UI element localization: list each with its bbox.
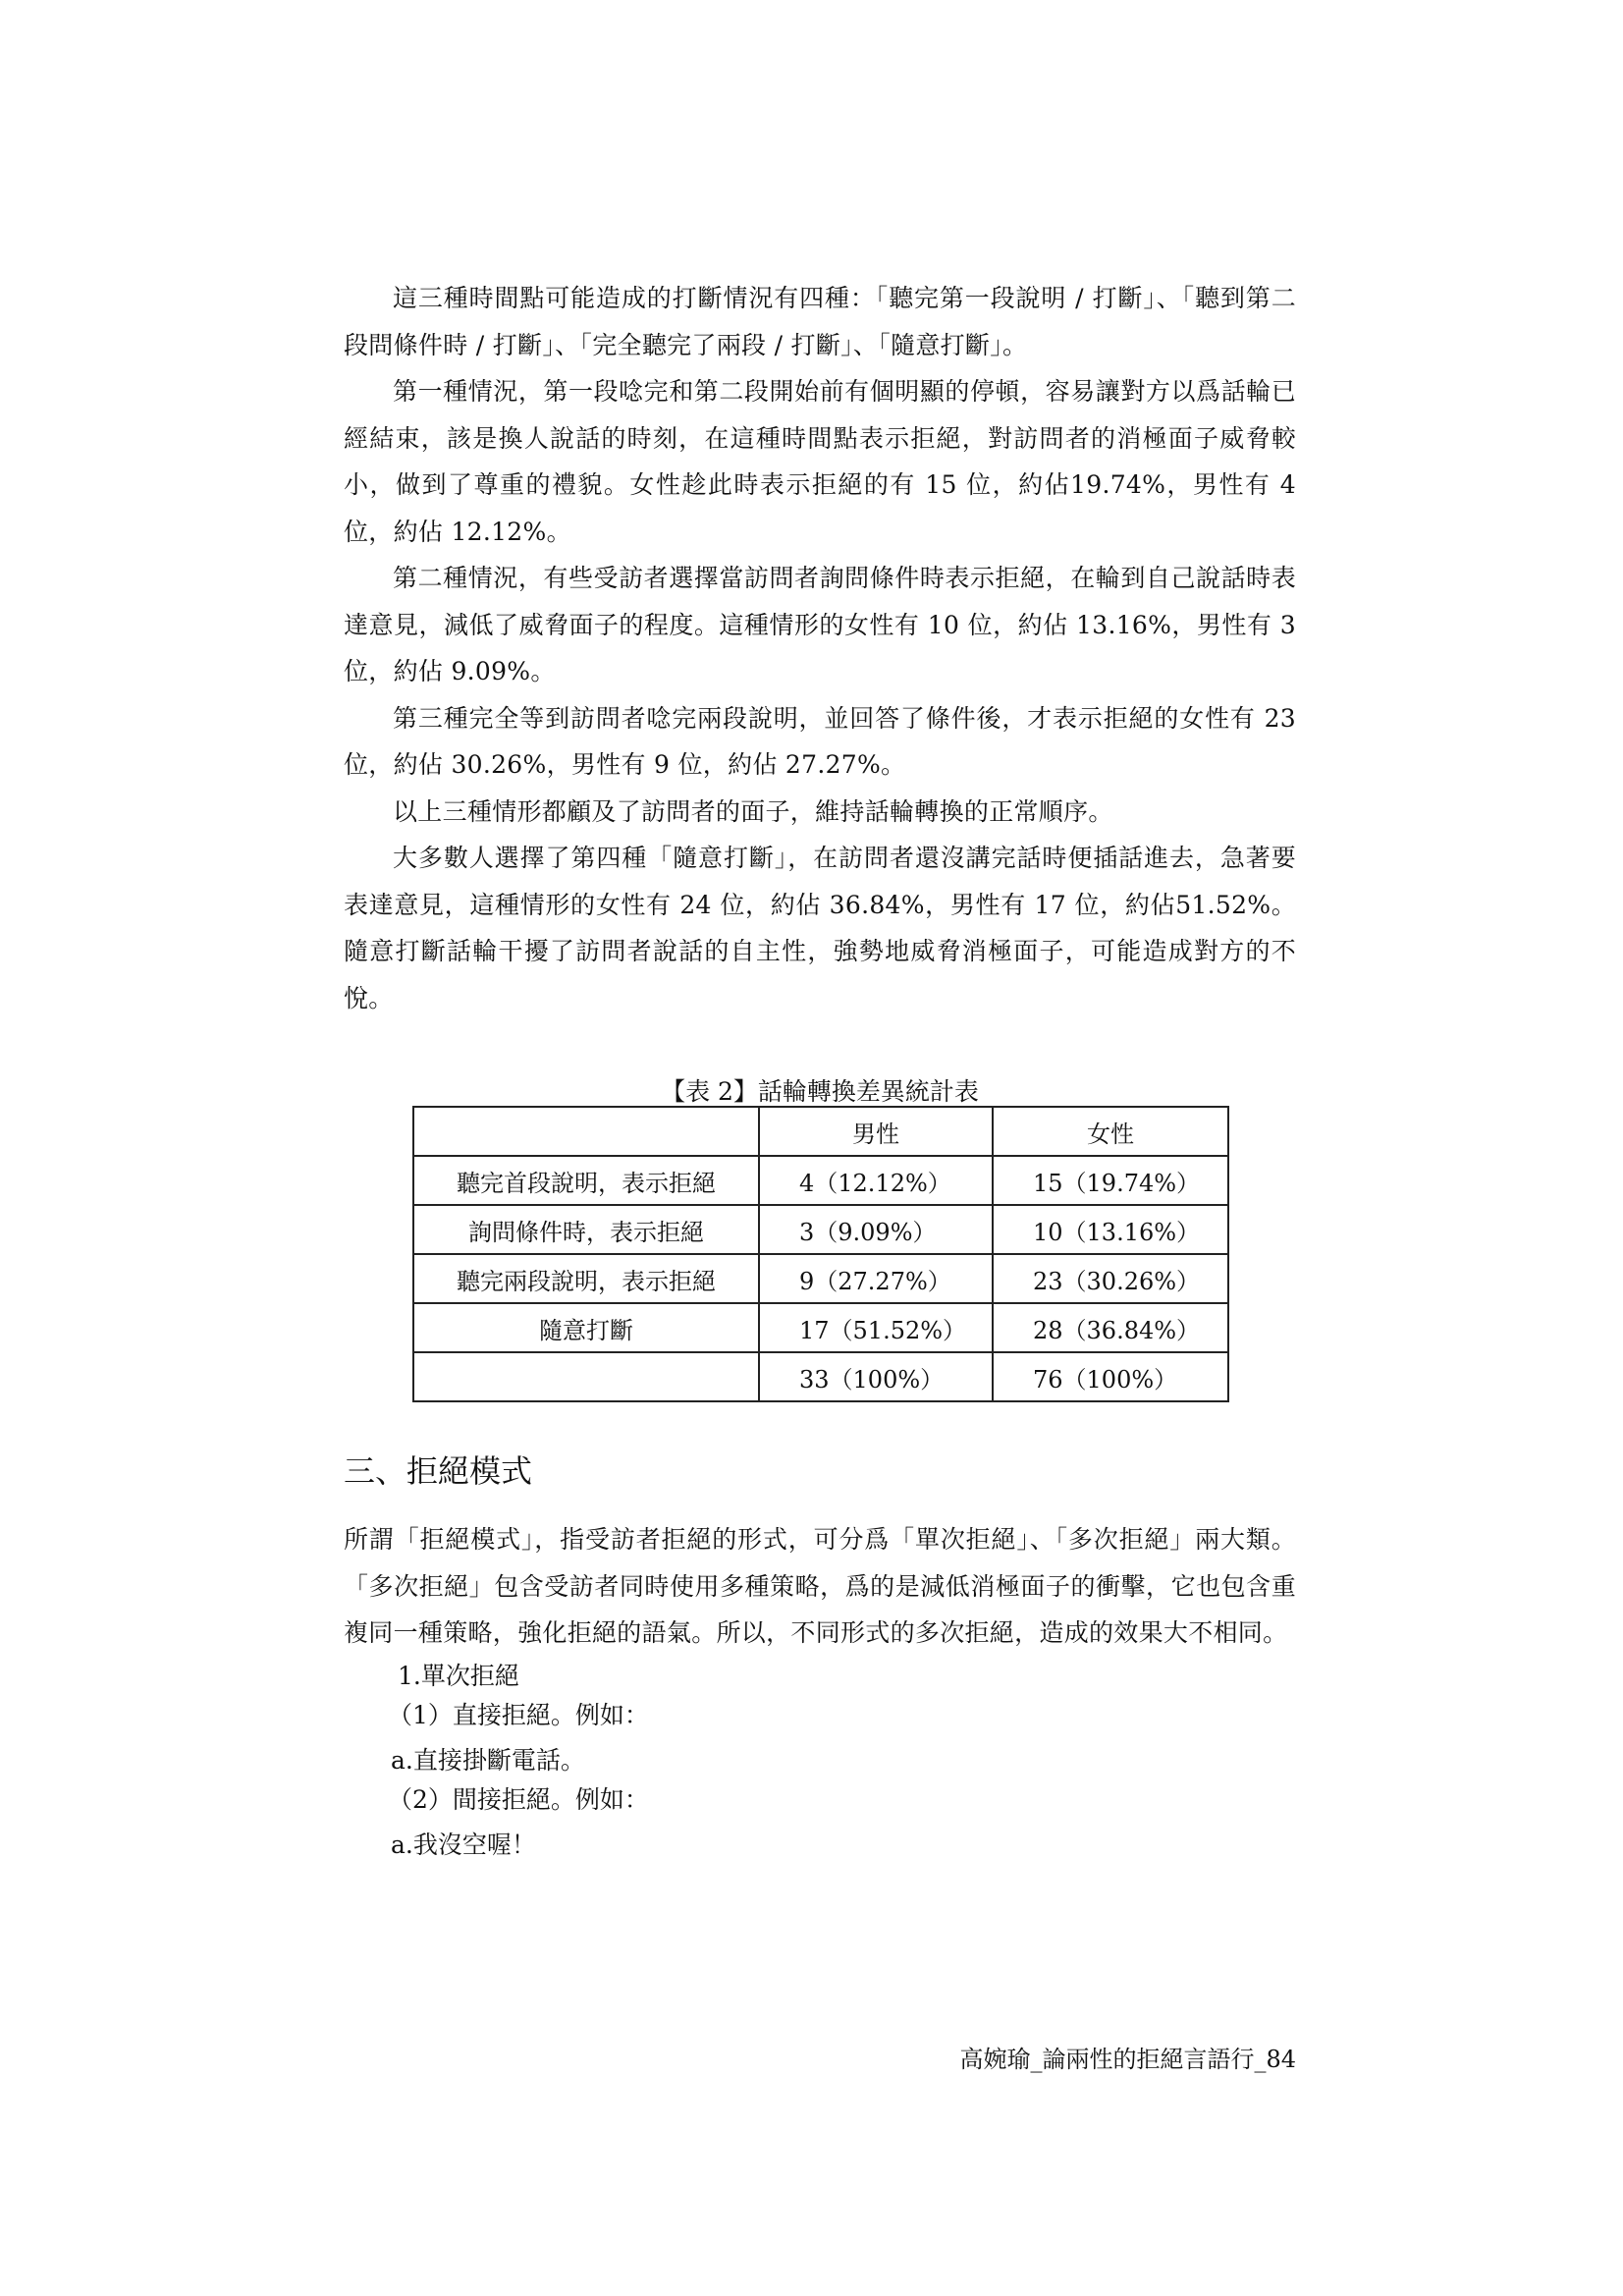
page-footer: 高婉瑜_論兩性的拒絕言語行_84 xyxy=(959,2046,1296,2073)
male-value: 9（27.27%） xyxy=(759,1254,993,1303)
stats-table-block xyxy=(412,1078,1227,1402)
body-paragraph-6: 大多數人選擇了第四種「隨意打斷」，在訪問者還沒講完話時便插話進去，急著要表達意見，這種情形的女性有 24 位，約佔 36.84%，男性有 17 位，約佔51.52%。隨意打斷話輪干擾了訪問者說話的自主性，強勢地威脅消極面子，可能造成對方的不悅。 xyxy=(344,844,1296,1012)
row-label: 詢問條件時，表示拒絕 xyxy=(413,1205,759,1254)
header-cell-female: 女性 xyxy=(993,1107,1228,1156)
body-paragraph-3: 第二種情況，有些受訪者選擇當訪問者詢問條件時表示拒絕，在輪到自己說話時表達意見，減低了威脅面子的程度。這種情形的女性有 10 位，約佔 13.16%，男性有 3 位，約佔 9.09%。 xyxy=(344,564,1296,685)
refusal-mode-list xyxy=(344,1657,1296,1865)
header-cell-male: 男性 xyxy=(759,1107,993,1156)
row-label: 聽完首段說明，表示拒絕 xyxy=(413,1156,759,1205)
male-value: 4（12.12%） xyxy=(759,1156,993,1205)
female-value: 23（30.26%） xyxy=(993,1254,1228,1303)
female-value: 15（19.74%） xyxy=(993,1156,1228,1205)
male-value: 17（51.52%） xyxy=(759,1303,993,1352)
row-label xyxy=(413,1352,759,1401)
female-value: 28（36.84%） xyxy=(993,1303,1228,1352)
list-example-indirect: a.我沒空喔！ xyxy=(391,1830,536,1859)
row-label: 聽完兩段說明，表示拒絕 xyxy=(413,1254,759,1303)
body-paragraph-4: 第三種完全等到訪問者唸完兩段說明，並回答了條件後，才表示拒絕的女性有 23 位，約佔 30.26%，男性有 9 位，約佔 27.27%。 xyxy=(344,703,1296,779)
table-total-row xyxy=(413,1352,1228,1401)
table-row xyxy=(413,1156,1228,1205)
table-row xyxy=(413,1254,1228,1303)
table-row xyxy=(413,1205,1228,1254)
body-paragraph-1: 這三種時間點可能造成的打斷情況有四種：「聽完第一段說明 / 打斷」、「聽到第二段問條件時 / 打斷」、「完全聽完了兩段 / 打斷」、「隨意打斷」。 xyxy=(344,284,1296,359)
row-label: 隨意打斷 xyxy=(413,1303,759,1352)
section-heading: 三、拒絕模式 xyxy=(344,1452,533,1490)
female-total: 76（100%） xyxy=(993,1352,1228,1401)
female-value: 10（13.16%） xyxy=(993,1205,1228,1254)
table-caption: 【表 2】話輪轉換差異統計表 xyxy=(661,1077,979,1106)
list-example-direct: a.直接掛斷電話。 xyxy=(391,1745,585,1775)
section-paragraph: 所謂「拒絕模式」，指受訪者拒絕的形式，可分爲「單次拒絕」、「多次拒絕」兩大類。「多次拒絕」包含受訪者同時使用多種策略，爲的是減低消極面子的衝擊，它也包含重複同一種策略，強化拒絕的語氣。所以，不同形式的多次拒絕，造成的效果大不相同。 xyxy=(344,1525,1296,1647)
turn-taking-stats-table xyxy=(412,1106,1229,1402)
list-subitem-indirect-refusal: （2）間接拒絕。例如： xyxy=(388,1784,649,1814)
list-item-single-refusal: 1.單次拒絕 xyxy=(398,1661,519,1690)
header-cell-empty xyxy=(413,1107,759,1156)
list-subitem-direct-refusal: （1）直接拒絕。例如： xyxy=(388,1700,649,1729)
male-value: 3（9.09%） xyxy=(759,1205,993,1254)
male-total: 33（100%） xyxy=(759,1352,993,1401)
table-row xyxy=(413,1303,1228,1352)
body-paragraph-5: 以上三種情形都顧及了訪問者的面子，維持話輪轉換的正常順序。 xyxy=(393,796,1113,826)
table-header-row xyxy=(413,1107,1228,1156)
body-paragraph-2: 第一種情況，第一段唸完和第二段開始前有個明顯的停頓，容易讓對方以爲話輪已經結束，該是換人說話的時刻，在這種時間點表示拒絕，對訪問者的消極面子威脅較小，做到了尊重的禮貌。女性趁此時表示拒絕的有 15 位，約佔19.74%，男性有 4 位，約佔 12.12%。 xyxy=(344,377,1296,546)
page-content xyxy=(344,275,1296,1865)
